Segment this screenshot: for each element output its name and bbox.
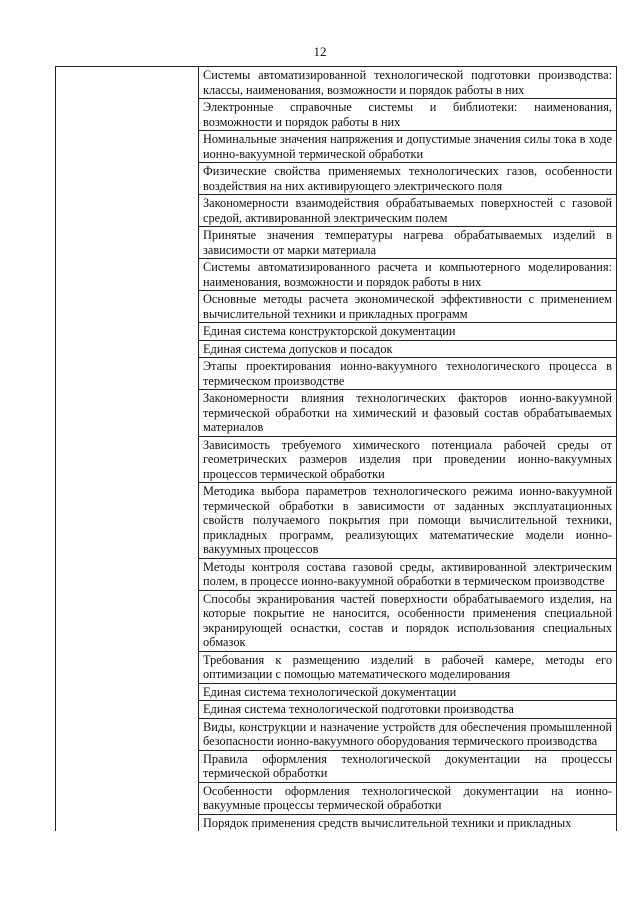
table-cell: Способы экранирования частей поверхности обрабатываемого изделия, на которые покрытие не наносится, особенности применения специальной экранирующей оснастки, состав и порядок использования специальных обмазок bbox=[199, 590, 617, 651]
knowledge-table bbox=[55, 66, 617, 831]
table-cell: Единая система технологической подготовки производства bbox=[199, 701, 617, 719]
table-cell: Виды, конструкции и назначение устройств для обеспечения промышленной безопасности ионно-вакуумного оборудования термического производства bbox=[199, 718, 617, 750]
table-cell: Закономерности взаимодействия обрабатываемых поверхностей с газовой средой, активированной электрическим полем bbox=[199, 195, 617, 227]
table-cell: Системы автоматизированной технологической подготовки производства: классы, наименования, возможности и порядок работы в них bbox=[199, 67, 617, 99]
table-cell: Особенности оформления технологической документации на ионно-вакуумные процессы термической обработки bbox=[199, 782, 617, 814]
table-cell: Основные методы расчета экономической эффективности с применением вычислительной техники и прикладных программ bbox=[199, 291, 617, 323]
table-cell: Единая система конструкторской документации bbox=[199, 323, 617, 341]
table-cell: Зависимость требуемого химического потенциала рабочей среды от геометрических размеров изделия при проведении ионно-вакуумных процессов термической обработки bbox=[199, 436, 617, 483]
table-cell: Методы контроля состава газовой среды, активированной электрическим полем, в процессе ионно-вакуумной обработки в термическом производстве bbox=[199, 558, 617, 590]
table-cell: Методика выбора параметров технологического режима ионно-вакуумной термической обработки в зависимости от заданных эксплуатационных свойств получаемого покрытия при помощи вычислительной техники, прикладных программ, реализующих математические модели ионно-вакуумных процессов bbox=[199, 483, 617, 559]
table-cell: Единая система технологической документации bbox=[199, 683, 617, 701]
table-cell: Закономерности влияния технологических факторов ионно-вакуумной термической обработки на химический и фазовый состав обрабатываемых материалов bbox=[199, 390, 617, 437]
table-cell: Требования к размещению изделий в рабочей камере, методы его оптимизации с помощью математического моделирования bbox=[199, 651, 617, 683]
page-number: 12 bbox=[313, 44, 327, 59]
table-cell: Физические свойства применяемых технологических газов, особенности воздействия на них активирующего электрического поля bbox=[199, 163, 617, 195]
table-cell: Системы автоматизированного расчета и компьютерного моделирования: наименования, возможности и порядок работы в них bbox=[199, 259, 617, 291]
table-row bbox=[56, 67, 617, 99]
table-cell: Принятые значения температуры нагрева обрабатываемых изделий в зависимости от марки материала bbox=[199, 227, 617, 259]
table-cell: Единая система допусков и посадок bbox=[199, 340, 617, 358]
left-column-cell bbox=[56, 67, 199, 832]
table-cell: Правила оформления технологической документации на процессы термической обработки bbox=[199, 750, 617, 782]
table-cell: Номинальные значения напряжения и допустимые значения силы тока в ходе ионно-вакуумной термической обработки bbox=[199, 131, 617, 163]
table-cell: Этапы проектирования ионно-вакуумного технологического процесса в термическом производстве bbox=[199, 358, 617, 390]
table-cell: Электронные справочные системы и библиотеки: наименования, возможности и порядок работы в них bbox=[199, 99, 617, 131]
table-cell: Порядок применения средств вычислительной техники и прикладных bbox=[199, 814, 617, 831]
